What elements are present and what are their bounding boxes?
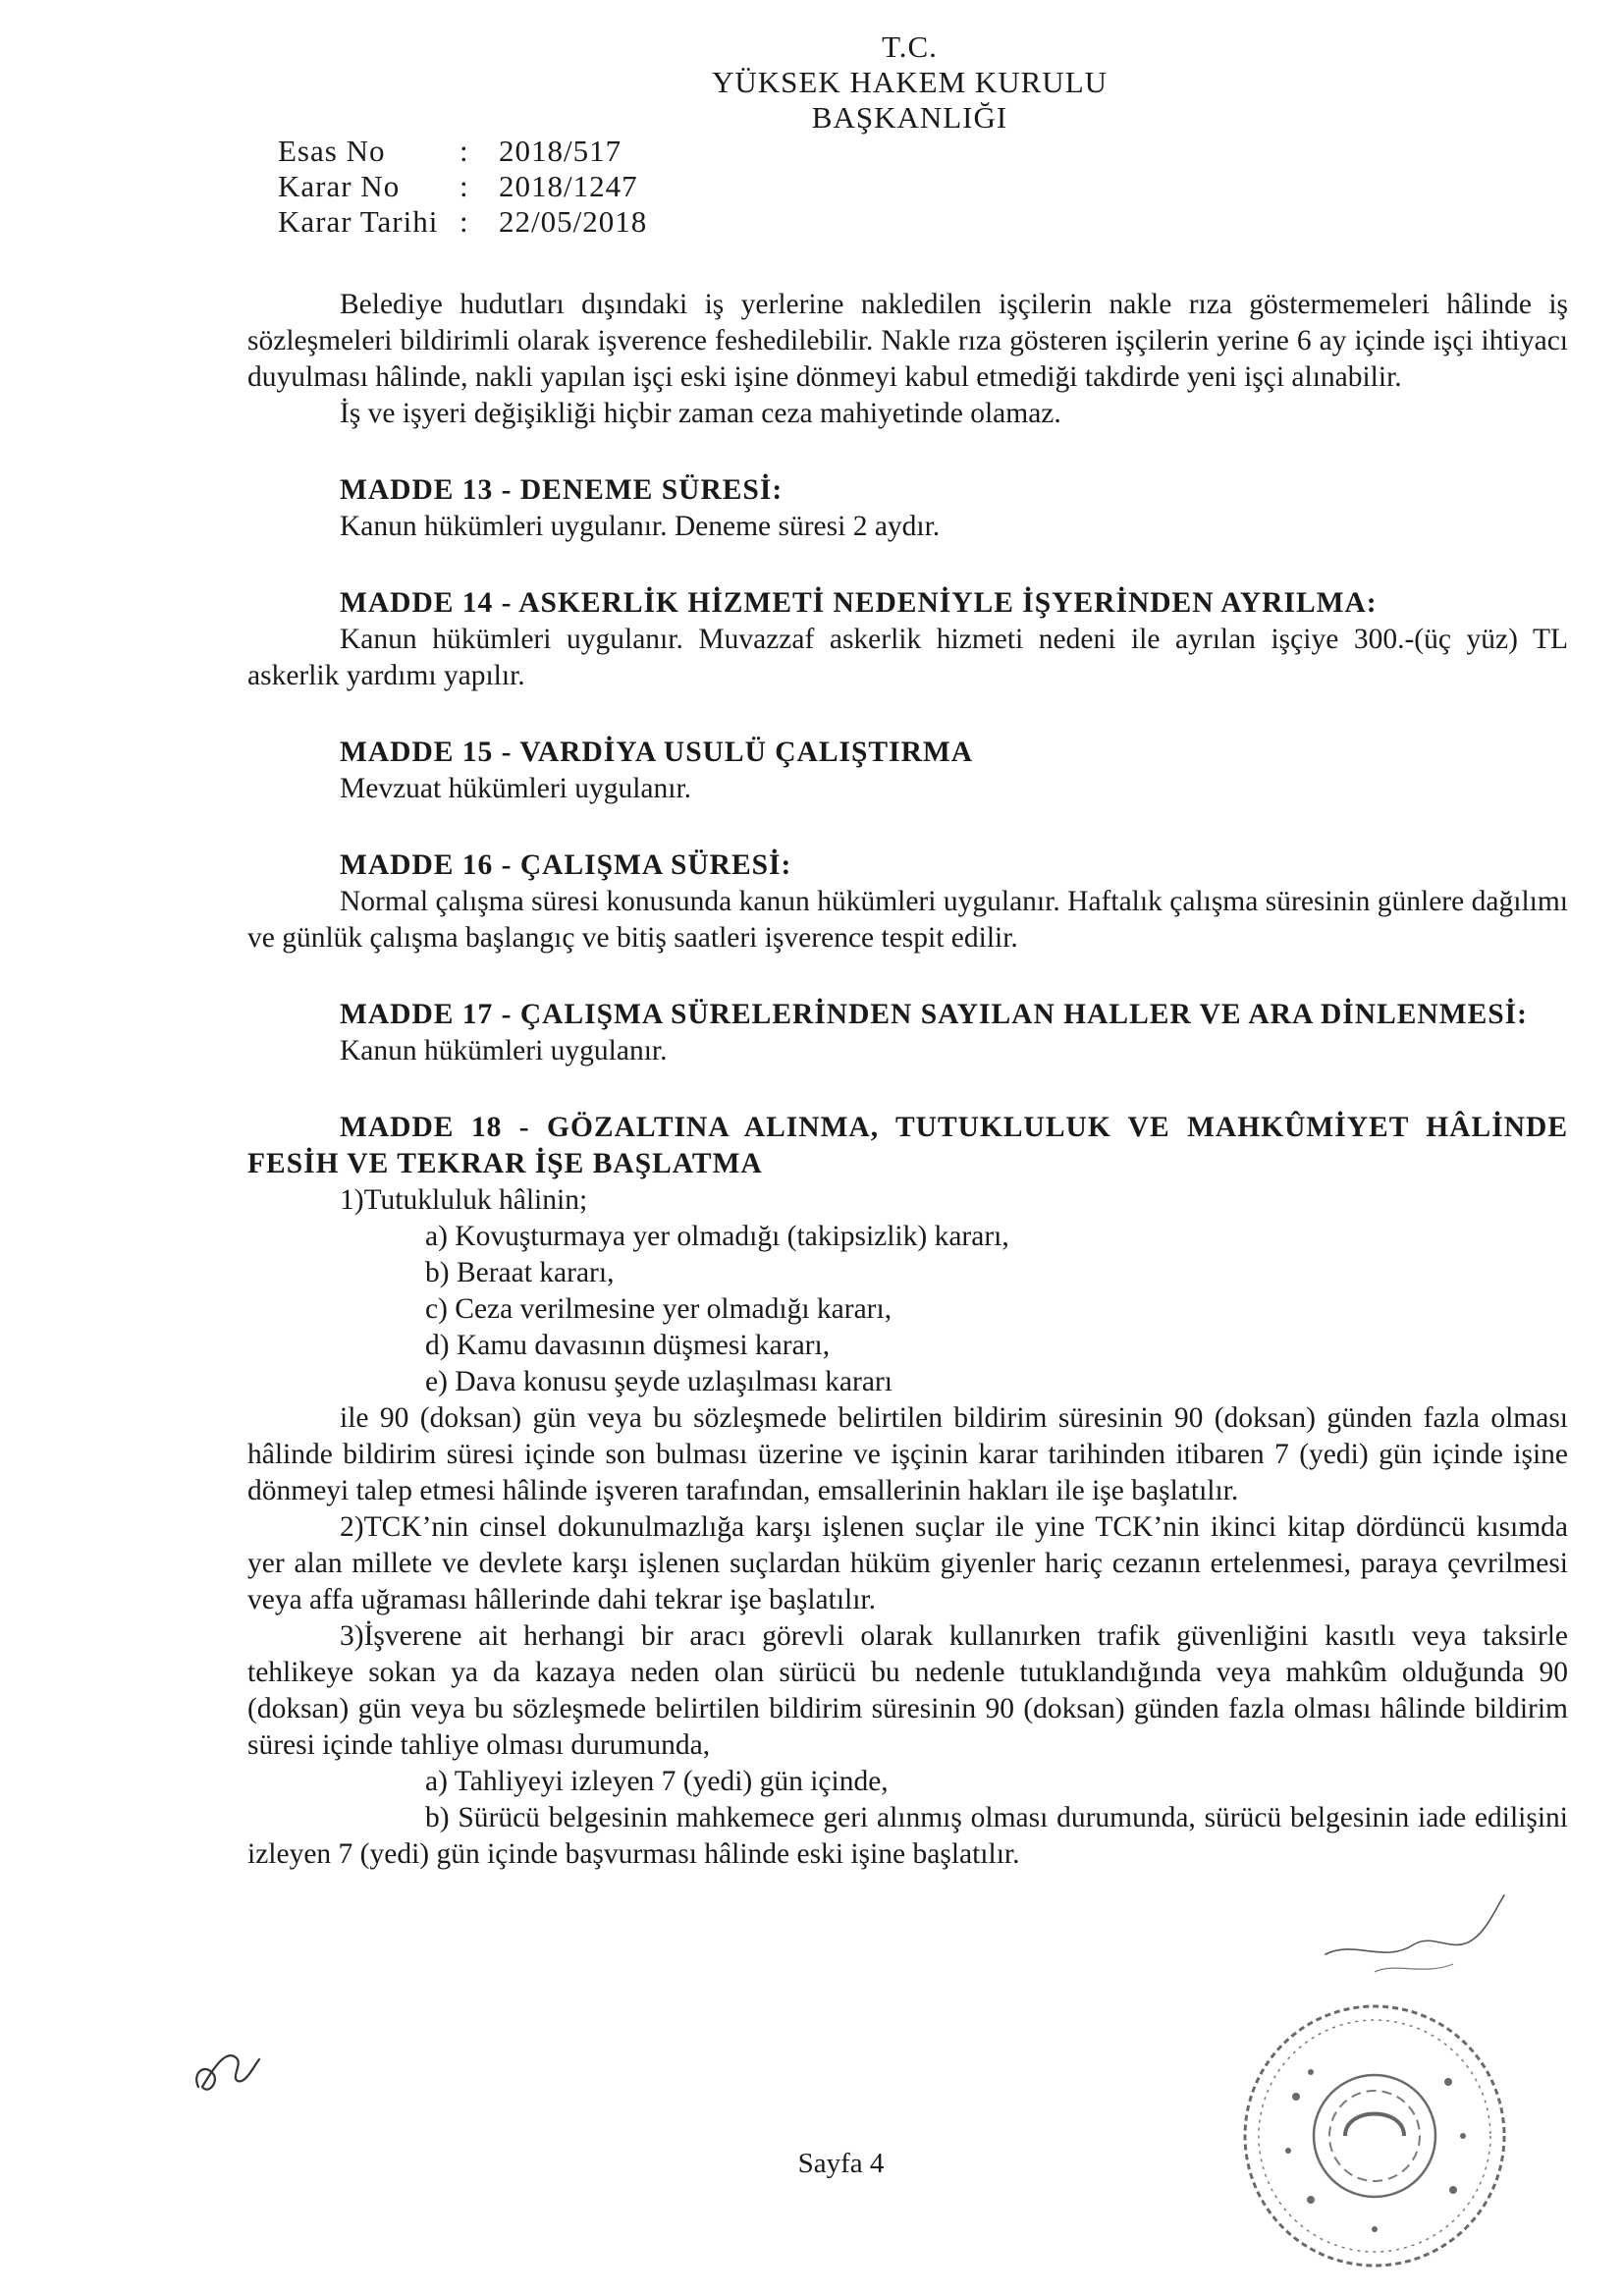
- article-18-s1-tail: ile 90 (doksan) gün veya bu sözleşmede belirtilen bildirim süresinin 90 (doksan) günden fazla olması hâlinde bildirim süresi içinde son bulması üzerine ve işçinin karar tarihinden itibaren 7 (yedi) gün içinde işine dönmeyi talep etmesi hâlinde işveren tarafından, emsallerinin hakları ile işe başlatılır.: [247, 1402, 1568, 1506]
- article-18-s3: 3)İşverene ait herhangi bir aracı görevli olarak kullanırken trafik güvenliğini kasıtlı veya taksirle tehlikeye sokan ya da kazaya neden olan sürücü bu nedenle tutuklandığında veya mahkûm olduğunda 90 (doksan) gün veya bu sözleşmede belirtilen bildirim süresinin 90 (doksan) günden fazla olması hâlinde bildirim süresi içinde tahliye olması durumunda,: [247, 1620, 1568, 1761]
- article-18-s3-list: [247, 1764, 1568, 1800]
- article-18-s2: 2)TCK’nin cinsel dokunulmazlığa karşı işlenen suçlar ile yine TCK’nin ikinci kitap dördüncü kısımda yer alan millete ve devlete karşı işlenen suçlardan hüküm giyenler hariç cezanın ertelenmesi, paraya çevrilmesi veya affa uğraması hâllerinde dahi tekrar işe başlatılır.: [247, 1511, 1568, 1615]
- article-13-title: MADDE 13 - DENEME SÜRESİ:: [340, 474, 784, 506]
- meta-value: 2018/517: [499, 134, 622, 168]
- article-17-title: MADDE 17 - ÇALIŞMA SÜRELERİNDEN SAYILAN HALLER VE ARA DİNLENMESİ:: [340, 999, 1528, 1030]
- article-14-title: MADDE 14 - ASKERLİK HİZMETİ NEDENİYLE İŞYERİNDEN AYRILMA:: [340, 587, 1378, 619]
- meta-label: Karar No: [278, 169, 401, 203]
- handwritten-initial-icon: [187, 2038, 265, 2106]
- header-line-tc: T.C.: [882, 29, 938, 64]
- article-17-body: Kanun hükümleri uygulanır.: [340, 1035, 668, 1066]
- meta-label: Esas No: [278, 134, 386, 168]
- meta-colon: :: [460, 204, 468, 239]
- meta-row-karar: [278, 169, 647, 204]
- list-item: b) Beraat kararı,: [425, 1257, 615, 1288]
- document-header: [0, 29, 1623, 136]
- header-line-institution: YÜKSEK HAKEM KURULU: [711, 65, 1109, 99]
- intro-paragraph-1: Belediye hudutları dışındaki iş yerlerine nakledilen işçilerin nakle rıza göstermemeleri hâlinde iş sözleşmeleri bildirimli olarak işverence feshedilebilir. Nakle rıza gösteren işçilerin yerine 6 ay içinde işçi ihtiyacı duyulması hâlinde, nakli yapılan işçi eski işine dönmeyi kabul etmediği takdirde yeni işçi alınabilir.: [247, 289, 1568, 393]
- meta-colon: :: [460, 134, 468, 168]
- case-metadata: [278, 134, 647, 240]
- article-18-s1-list: [247, 1219, 1568, 1400]
- article-14-body: Kanun hükümleri uygulanır. Muvazzaf askerlik hizmeti nedeni ile ayrılan işçiye 300.-(üç yüz) TL askerlik yardımı yapılır.: [247, 624, 1568, 691]
- round-seal-stamp-icon: [1227, 1989, 1522, 2283]
- article-13-body: Kanun hükümleri uygulanır. Deneme süresi 2 aydır.: [340, 511, 941, 542]
- article-16-body: Normal çalışma süresi konusunda kanun hükümleri uygulanır. Haftalık çalışma süresinin günlere dağılımı ve günlük çalışma başlangıç ve bitiş saatleri işverence tespit edilir.: [247, 886, 1568, 954]
- article-18-title: MADDE 18 - GÖZALTINA ALINMA, TUTUKLULUK VE MAHKÛMİYET HÂLİNDE FESİH VE TEKRAR İŞE BAŞLATMA: [247, 1112, 1568, 1179]
- article-18-s1-intro: 1)Tutukluluk hâlinin;: [340, 1184, 588, 1216]
- document-body: [247, 287, 1568, 1873]
- meta-row-esas: [278, 134, 647, 169]
- intro-paragraph-2: İş ve işyeri değişikliği hiçbir zaman ceza mahiyetinde olamaz.: [340, 398, 1061, 429]
- meta-value: 22/05/2018: [499, 204, 648, 239]
- article-15-body: Mevzuat hükümleri uygulanır.: [340, 773, 692, 804]
- list-item: a) Tahliyeyi izleyen 7 (yedi) gün içinde,: [425, 1766, 889, 1797]
- list-item: d) Kamu davasının düşmesi kararı,: [425, 1330, 831, 1361]
- meta-colon: :: [460, 169, 468, 203]
- meta-row-tarih: [278, 204, 647, 240]
- list-item: c) Ceza verilmesine yer olmadığı kararı,: [425, 1293, 893, 1325]
- article-15-title: MADDE 15 - VARDİYA USULÜ ÇALIŞTIRMA: [340, 737, 974, 768]
- header-line-presidency: BAŞKANLIĞI: [811, 100, 1008, 135]
- list-item: a) Kovuşturmaya yer olmadığı (takipsizlik) kararı,: [425, 1221, 1009, 1252]
- article-16-title: MADDE 16 - ÇALIŞMA SÜRESİ:: [340, 849, 792, 881]
- meta-value: 2018/1247: [499, 169, 638, 203]
- page-number: Sayfa 4: [797, 2148, 885, 2179]
- article-18-s3-item-b: b) Sürücü belgesinin mahkemece geri alınmış olması durumunda, sürücü belgesinin iade edilişini izleyen 7 (yedi) gün içinde başvurması hâlinde eski işine başlatılır.: [247, 1802, 1568, 1870]
- list-item: e) Dava konusu şeyde uzlaşılması kararı: [425, 1366, 893, 1397]
- meta-label: Karar Tarihi: [278, 204, 439, 239]
- signature-scribble-icon: [1316, 1886, 1512, 1984]
